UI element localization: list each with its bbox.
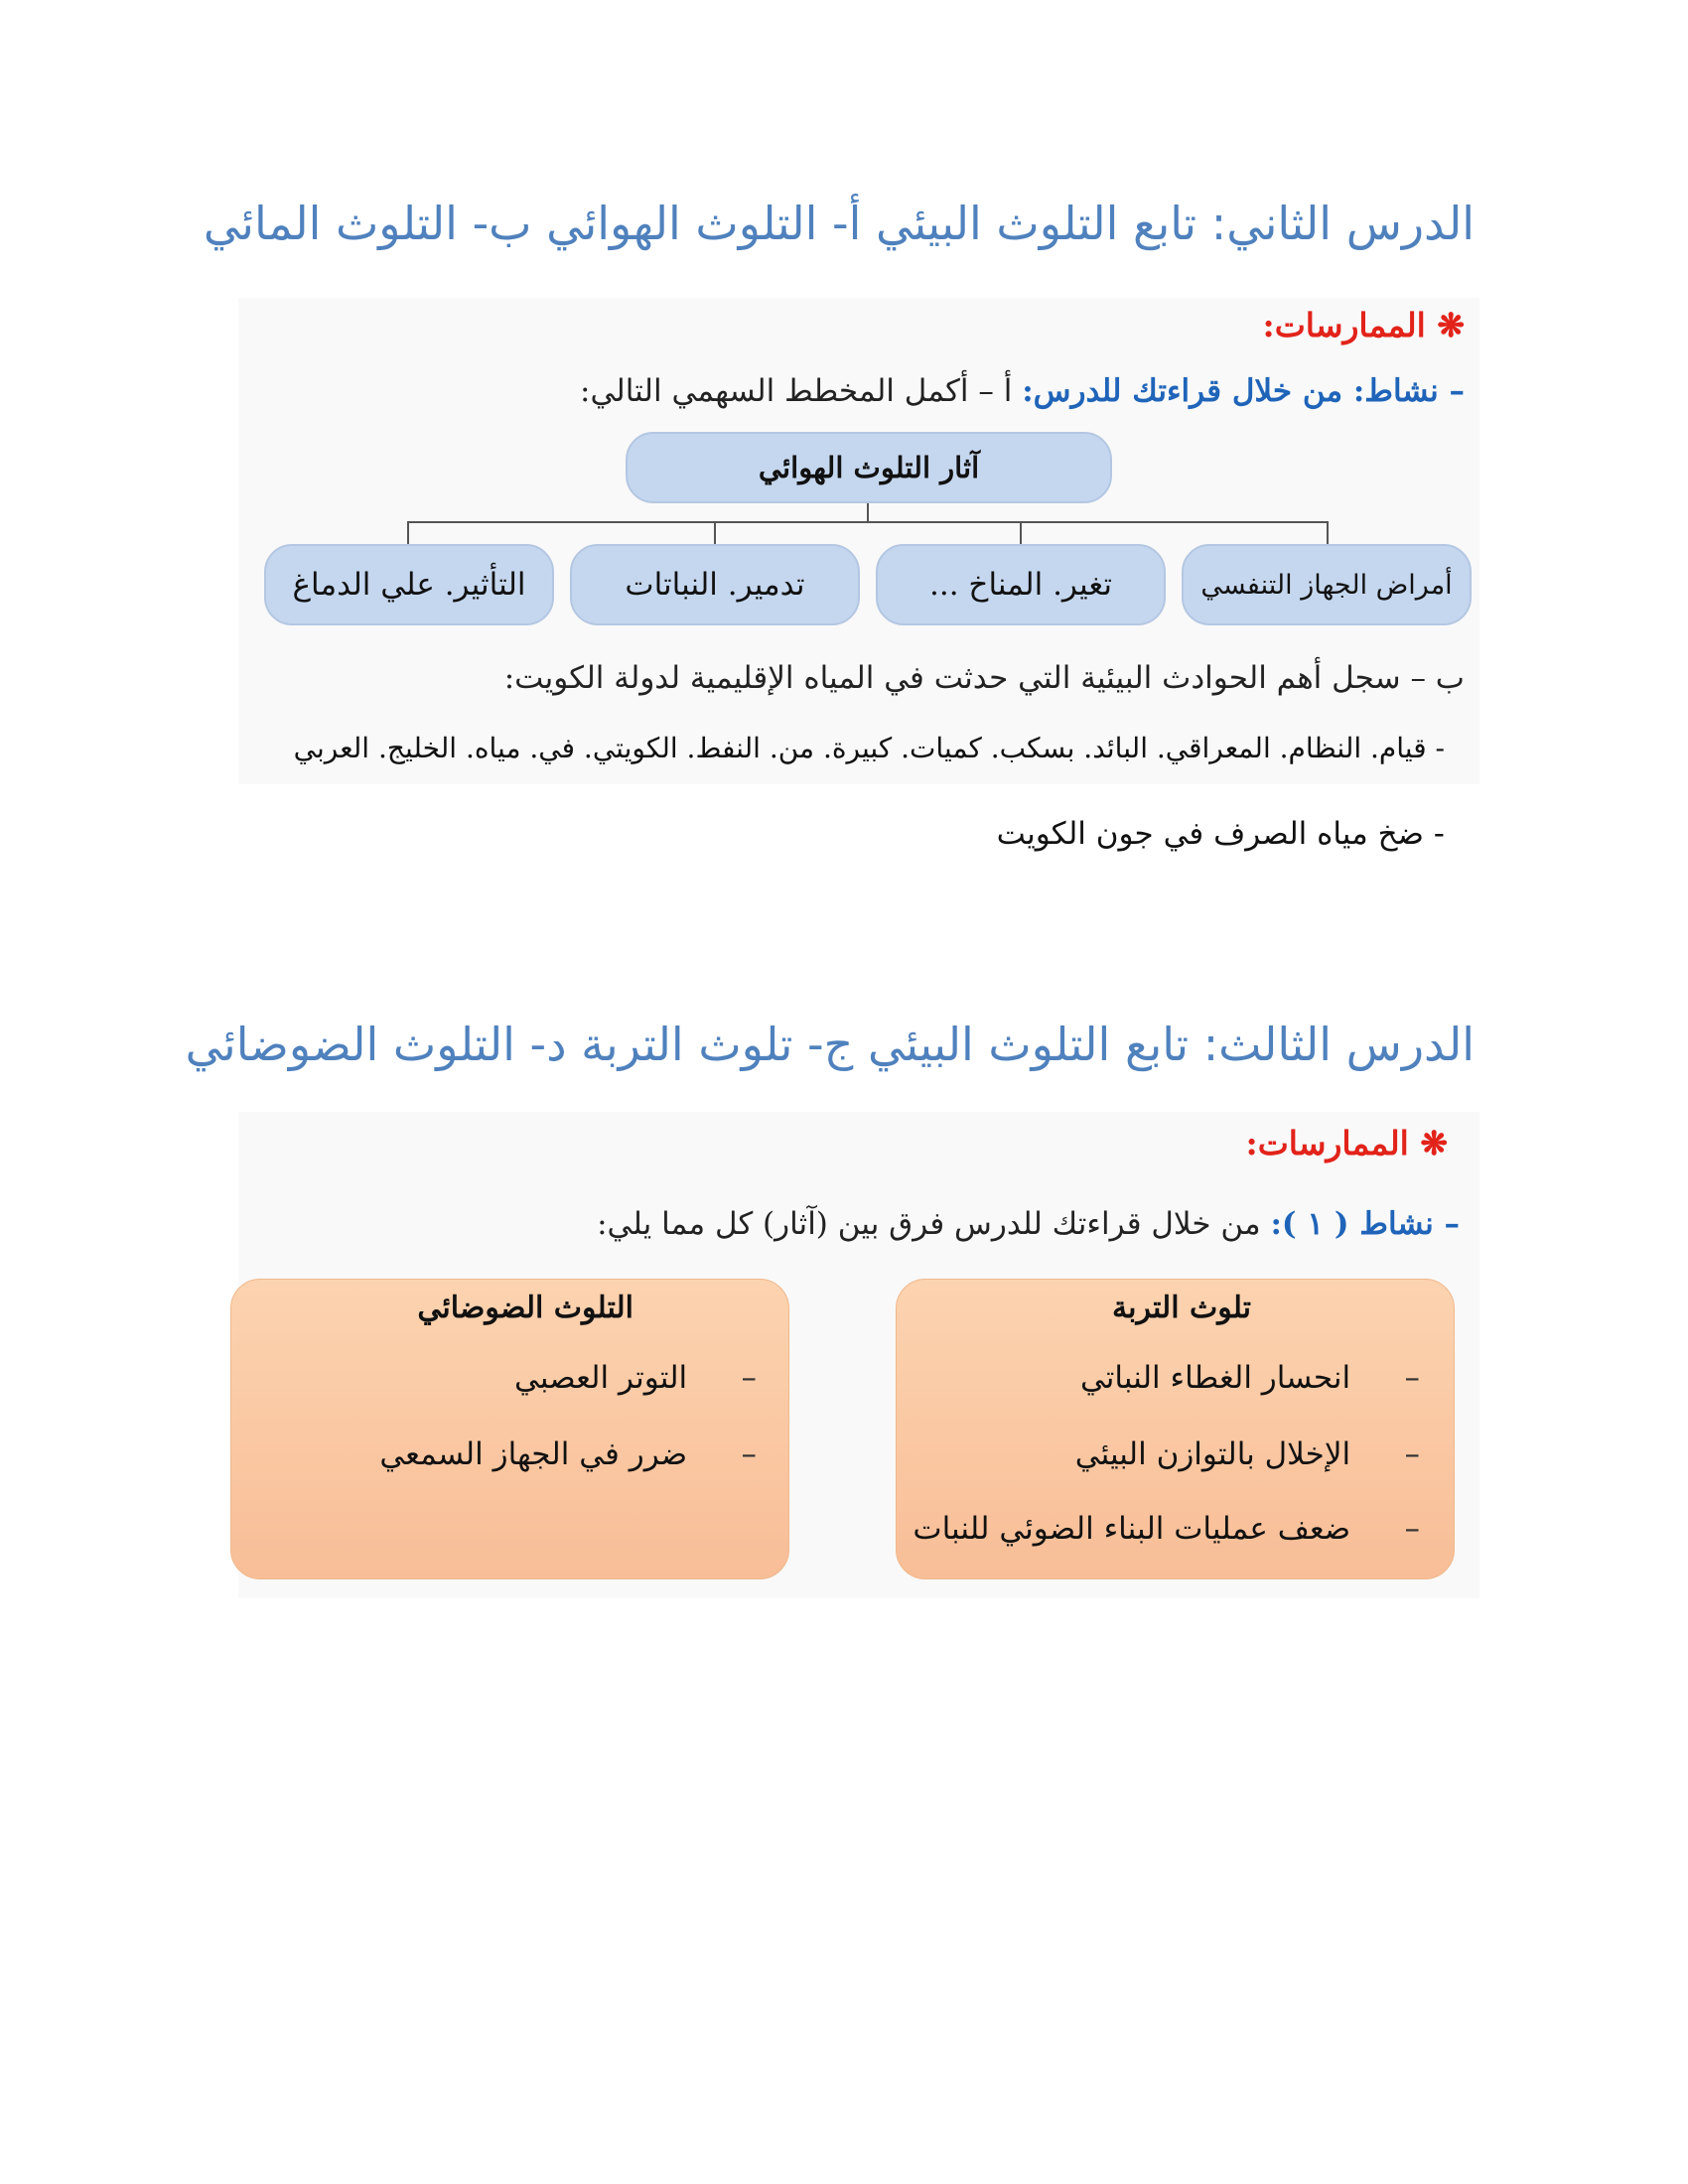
noise-item-text: ضرر في الجهاز السمعي	[379, 1436, 688, 1472]
lesson3-activity-prefix: – نشاط ( ١ ):	[1270, 1206, 1460, 1242]
diagram-connector-branch-1	[1327, 521, 1329, 544]
lesson3-activity-instruction: من خلال قراءتك للدرس فرق بين (آثار) كل مما يلي:	[597, 1206, 1271, 1242]
noise-item-dash: –	[741, 1360, 757, 1396]
soil-item-text: انحسار الغطاء النباتي	[1079, 1360, 1351, 1396]
soil-pollution-item	[1075, 1436, 1420, 1472]
noise-pollution-item	[514, 1360, 757, 1396]
soil-item-text: ضعف عمليات البناء الضوئي للنبات	[913, 1511, 1351, 1547]
lesson2-title: الدرس الثاني: تابع التلوث البيئي أ- التلوث الهوائي ب- التلوث المائي	[203, 197, 1475, 250]
soil-pollution-heading: تلوث التربة	[1112, 1291, 1251, 1325]
lesson2-answer-1: - قيام. النظام. المعراقي. البائد. بسكب. كميات. كبيرة. من. النفط. الكويتي. في. مياه. الخليج. العربي	[293, 732, 1445, 764]
diagram-child-plants: تدمير. النباتات	[570, 544, 860, 625]
diagram-root: آثار التلوث الهوائي	[626, 432, 1112, 503]
lesson2-activity-instruction: أ – أكمل المخطط السهمي التالي:	[580, 373, 1023, 409]
diagram-child-climate: تغير. المناخ ...	[876, 544, 1166, 625]
noise-pollution-heading: التلوث الضوضائي	[417, 1291, 633, 1325]
diagram-connector-branch-3	[714, 521, 716, 544]
soil-item-dash: –	[1404, 1436, 1420, 1472]
lesson2-practices-label: ❋ الممارسات:	[1262, 306, 1465, 344]
diagram-connector-branch-4	[407, 521, 409, 544]
soil-item-text: الإخلال بالتوازن البيئي	[1074, 1436, 1351, 1472]
lesson2-answer-2: - ضخ مياه الصرف في جون الكويت	[996, 816, 1445, 852]
soil-item-dash: –	[1404, 1511, 1420, 1547]
diagram-child-brain: التأثير. علي الدماغ	[264, 544, 554, 625]
lesson3-practices-label: ❋ الممارسات:	[1245, 1124, 1448, 1162]
diagram-connector-branch-2	[1020, 521, 1022, 544]
noise-pollution-item	[379, 1436, 757, 1472]
soil-pollution-item	[913, 1511, 1420, 1547]
lesson2-panel	[238, 298, 1479, 784]
diagram-connector-horizontal	[407, 521, 1329, 523]
soil-pollution-item	[1080, 1360, 1420, 1396]
diagram-connector-vertical	[867, 503, 869, 523]
diagram-child-respiratory: أمراض الجهاز التنفسي	[1182, 544, 1472, 625]
soil-item-dash: –	[1404, 1360, 1420, 1396]
noise-item-text: التوتر العصبي	[514, 1360, 688, 1396]
lesson3-title: الدرس الثالث: تابع التلوث البيئي ج- تلوث التربة د- التلوث الضوضائي	[185, 1018, 1475, 1071]
lesson3-activity-line	[597, 1206, 1460, 1242]
noise-item-dash: –	[741, 1436, 757, 1472]
lesson2-part-b: ب – سجل أهم الحوادث البيئية التي حدثت في المياه الإقليمية لدولة الكويت:	[503, 660, 1465, 696]
lesson2-activity-line	[580, 373, 1465, 409]
lesson2-activity-prefix: – نشاط: من خلال قراءتك للدرس:	[1022, 373, 1465, 409]
